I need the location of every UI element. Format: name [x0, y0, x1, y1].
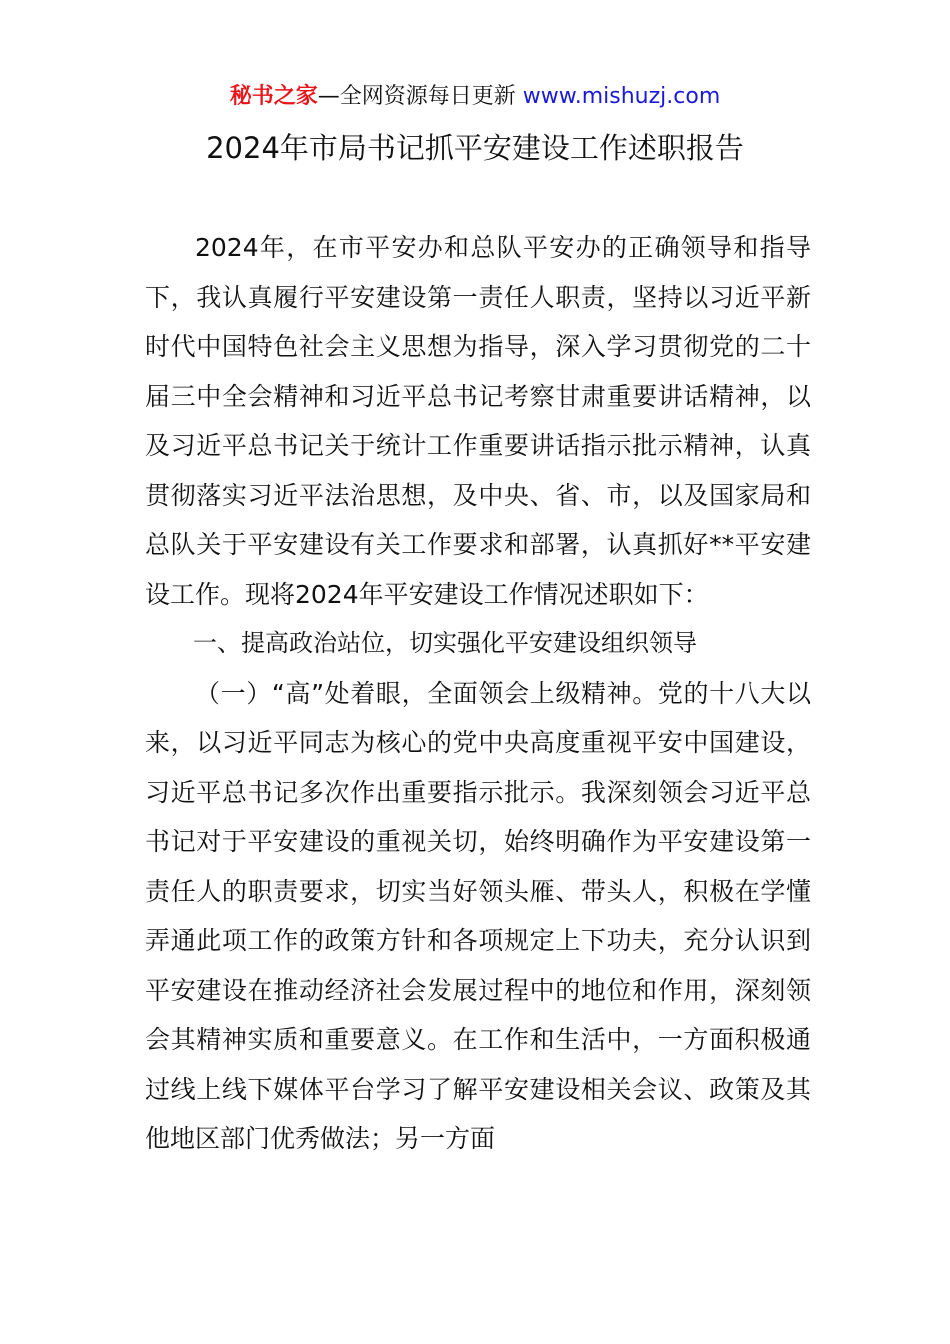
site-header	[0, 82, 950, 112]
site-brand: 秘书之家	[229, 84, 318, 109]
site-url-link[interactable]: www.mishuzj.com	[522, 84, 721, 109]
intro-paragraph: 2024年，在市平安办和总队平安办的正确领导和指导下，我认真履行平安建设第一责任人职责，坚持以习近平新时代中国特色社会主义思想为指导，深入学习贯彻党的二十届三中全会精神和习近平总书记考察甘肃重要讲话精神，以及习近平总书记关于统计工作重要讲话指示批示精神，认真贯彻落实习近平法治思想，及中央、省、市，以及国家局和总队关于平安建设有关工作要求和部署，认真抓好**平安建设工作。现将2024年平安建设工作情况述职如下：	[145, 233, 811, 609]
section-one-heading: 一、提高政治站位，切实强化平安建设组织领导	[193, 629, 697, 657]
site-tagline: —全网资源每日更新	[317, 84, 516, 109]
document-body	[145, 223, 811, 1164]
document-title: 2024年市局书记抓平安建设工作述职报告	[206, 131, 744, 165]
subsection-one-paragraph: （一）“高”处着眼，全面领会上级精神。党的十八大以来，以习近平同志为核心的党中央高度重视平安中国建设，习近平总书记多次作出重要指示批示。我深刻领会习近平总书记对于平安建设的重视关切，始终明确作为平安建设第一责任人的职责要求，切实当好领头雁、带头人，积极在学懂弄通此项工作的政策方针和各项规定上下功夫，充分认识到平安建设在推动经济社会发展过程中的地位和作用，深刻领会其精神实质和重要意义。在工作和生活中，一方面积极通过线上线下媒体平台学习了解平安建设相关会议、政策及其他地区部门优秀做法；另一方面	[145, 678, 811, 1153]
